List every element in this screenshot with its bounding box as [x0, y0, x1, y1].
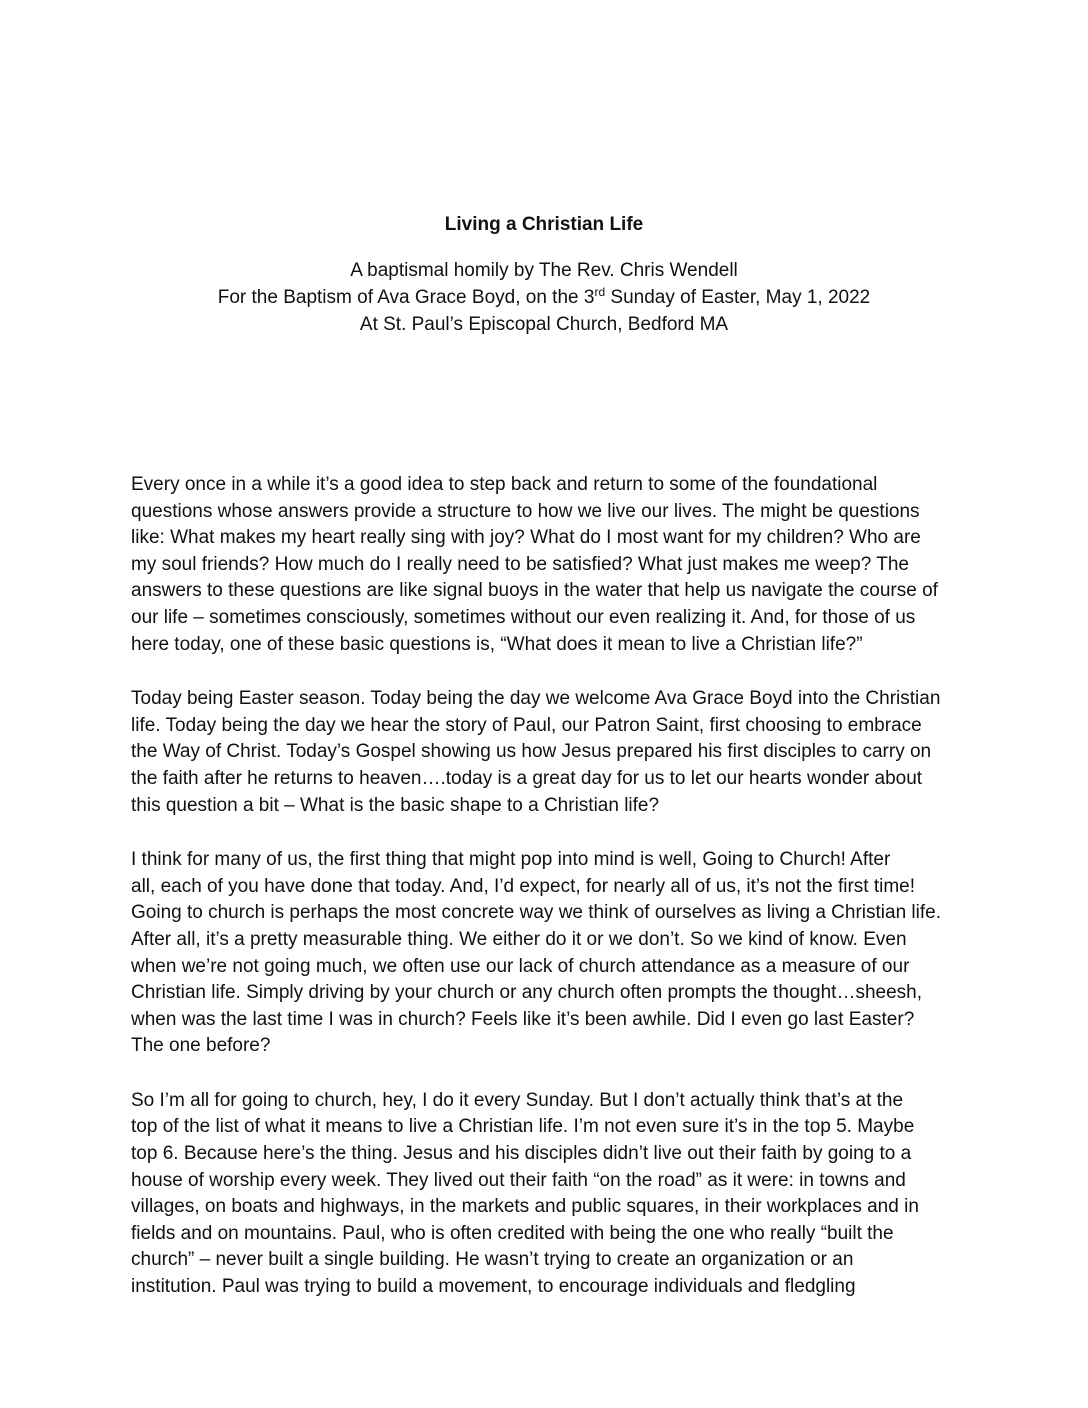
homily-body	[131, 472, 971, 1329]
text-line: our life – sometimes consciously, sometimes without our even realizing it. And, for those of us	[131, 606, 916, 628]
text-line: I think for many of us, the first thing that might pop into mind is well, Going to Church! After	[131, 849, 891, 871]
text-line: answers to these questions are like signal buoys in the water that help us navigate the course of	[131, 580, 938, 602]
text-line: the faith after he returns to heaven….today is a great day for us to let our hearts wonder about	[131, 767, 923, 789]
text-line: when was the last time I was in church? Feels like it’s been awhile. Did I even go last Easter?	[131, 1008, 915, 1030]
text-line: life. Today being the day we hear the story of Paul, our Patron Saint, first choosing to embrace	[131, 714, 922, 736]
text-line: The one before?	[131, 1035, 271, 1057]
text-line: top 6. Because here’s the thing. Jesus and his disciples didn’t live out their faith by going to a	[131, 1143, 912, 1165]
subtitle-occasion-text-start: For the Baptism of Ava Grace Boyd, on the 3	[217, 287, 595, 308]
text-line: the Way of Christ. Today’s Gospel showing us how Jesus prepared his first disciples to carry on	[131, 741, 932, 763]
text-line: So I’m all for going to church, hey, I do it every Sunday. But I don’t actually think that’s at the	[131, 1089, 904, 1111]
paragraph-3	[131, 847, 971, 1060]
text-line: fields and on mountains. Paul, who is often credited with being the one who really “built the	[131, 1222, 894, 1244]
text-line: this question a bit – What is the basic shape to a Christian life?	[131, 794, 660, 816]
text-line: Today being Easter season. Today being the day we welcome Ava Grace Boyd into the Christian	[131, 688, 941, 710]
text-line: Every once in a while it’s a good idea to step back and return to some of the foundational	[131, 474, 878, 495]
text-line: villages, on boats and highways, in the markets and public squares, in their workplaces and in	[131, 1196, 919, 1218]
text-line: church” – never built a single building. He wasn’t trying to create an organization or an	[131, 1249, 854, 1271]
paragraph-1	[131, 472, 971, 658]
document-title: Living a Christian Life	[444, 214, 644, 235]
subtitle-location-line: At St. Paul’s Episcopal Church, Bedford MA	[359, 314, 729, 335]
text-line: Going to church is perhaps the most concrete way we think of ourselves as living a Christian life.	[131, 902, 941, 924]
paragraph-2	[131, 686, 971, 819]
text-line: when we’re not going much, we often use our lack of church attendance as a measure of our	[131, 955, 910, 977]
text-line: Christian life. Simply driving by your church or any church often prompts the thought…sheesh,	[131, 982, 922, 1004]
text-line: questions whose answers provide a structure to how we live our lives. The might be questions	[131, 500, 920, 522]
text-line: like: What makes my heart really sing with joy? What do I most want for my children? Who are	[131, 527, 921, 549]
text-line: top of the list of what it means to live a Christian life. I’m not even sure it’s in the top 5. Maybe	[131, 1116, 915, 1138]
text-line: house of worship every week. They lived out their faith “on the road” as it were: in towns and	[131, 1169, 906, 1191]
subtitle-occasion-text-end: Sunday of Easter, May 1, 2022	[605, 287, 871, 308]
document-subtitle	[0, 257, 1088, 338]
subtitle-occasion-line	[0, 284, 1088, 311]
text-line: institution. Paul was trying to build a movement, to encourage individuals and fledgling	[131, 1276, 856, 1298]
ordinal-superscript: rd	[594, 285, 606, 299]
subtitle-author-line: A baptismal homily by The Rev. Chris Wendell	[350, 260, 738, 281]
text-line: all, each of you have done that today. And, I’d expect, for nearly all of us, it’s not the first time!	[131, 875, 916, 897]
text-line: my soul friends? How much do I really need to be satisfied? What just makes me weep? The	[131, 553, 909, 575]
text-line: After all, it’s a pretty measurable thing. We either do it or we don’t. So we kind of know. Even	[131, 928, 907, 950]
text-line: here today, one of these basic questions is, “What does it mean to live a Christian life?”	[131, 633, 863, 655]
paragraph-4	[131, 1088, 971, 1301]
